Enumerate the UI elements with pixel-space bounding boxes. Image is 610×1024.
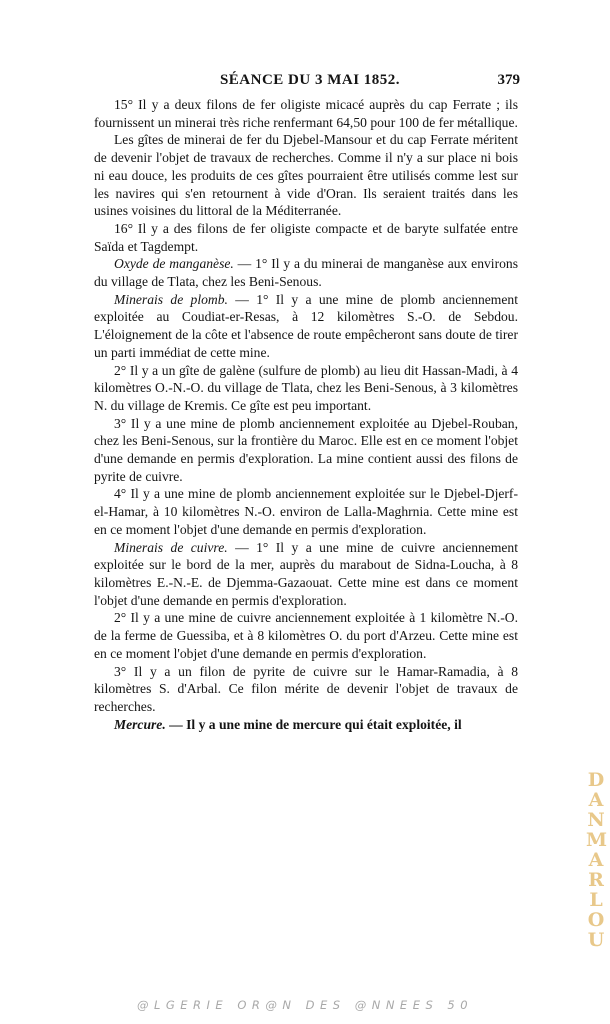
vertical-watermark: DANMARLOU [586, 769, 608, 951]
paragraph-iron-16: 16° Il y a des filons de fer oligiste compacte et de baryte sulfatée entre Saïda et Tagdempt. [94, 220, 518, 254]
body-text [94, 96, 518, 733]
paragraph-lead-3: 3° Il y a une mine de plomb anciennement exploitée au Djebel-Rouban, chez les Beni-Senous, sur la frontière du Maroc. Elle est en ce moment l'objet d'une demande en permis d'exploration. La mine contient aussi des filons de pyrite de cuivre. [94, 415, 518, 484]
paragraph-iron-15: 15° Il y a deux filons de fer oligiste micacé auprès du cap Ferrate ; ils fournissent un minerai très riche renfermant 64,50 pour 100 de fer métallique. [94, 97, 518, 130]
paragraph-manganese: Oxyde de manganèse. — 1° Il y a du minerai de manganèse aux environs du village de Tlata, chez les Beni-Senous. [94, 256, 518, 290]
paragraph-copper-3: 3° Il y a un filon de pyrite de cuivre sur le Hamar-Ramadia, à 8 kilomètres S. d'Arbal. Ce filon mérite de devenir l'objet de travaux de recherches. [94, 663, 518, 714]
footer-watermark: @LGERIE OR@N DES @NNEES 50 [136, 998, 474, 1012]
paragraph-copper-1: Minerais de cuivre. — 1° Il y a une mine de cuivre anciennement exploitée sur le bord de la mer, auprès du marabout de Sidna-Loucha, à 8 kilomètres E.-N.-E. de Djemma-Gazaouat. Cette mine est dans ce moment l'objet d'une demande en permis d'exploration. [94, 539, 518, 608]
paragraph-lead-2: 2° Il y a un gîte de galène (sulfure de plomb) au lieu dit Hassan-Madi, à 4 kilomètres O.-N.-O. du village de Tlata, chez les Beni-Senous, à 3 kilomètres N. du village de Kremis. Ce gîte est peu important. [94, 362, 518, 413]
section-lead-copper-ores: Minerais de cuivre. [114, 539, 228, 555]
section-lead-mercury: Mercure. [114, 716, 166, 732]
page-number: 379 [497, 72, 520, 88]
paragraph-iron-deposits: Les gîtes de minerai de fer du Djebel-Mansour et du cap Ferrate méritent de devenir l'objet de travaux de recherches. Comme il n'y a sur place ni bois ni eau douce, les produits de ces gîtes pourraient être utilisés comme lest sur les navires qui s'en retournent à vide d'Oran. Ils seraient traités dans les usines voisines du littoral de la Méditerranée. [94, 132, 518, 219]
section-lead-lead-ores: Minerais de plomb. [114, 291, 228, 307]
paragraph-lead-4: 4° Il y a une mine de plomb anciennement exploitée sur le Djebel-Djerf-el-Hamar, à 10 kilomètres N.-O. environ de Lalla-Maghrnia. Cette mine est en ce moment l'objet d'une demande en permis d'exploration. [94, 486, 518, 537]
paragraph-mercury: Mercure. — Il y a une mine de mercure qui était exploitée, il [114, 716, 462, 732]
running-header [100, 72, 520, 92]
paragraph-lead-1: Minerais de plomb. — 1° Il y a une mine de plomb anciennement exploitée au Coudiat-er-Resas, à 12 kilomètres S.-O. de Sebdou. L'éloignement de la côte et l'absence de route empêcheront sans doute de tirer un parti immédiat de cette mine. [94, 291, 518, 360]
section-lead-manganese: Oxyde de manganèse. [114, 256, 234, 272]
running-title: SÉANCE DU 3 MAI 1852. [219, 72, 401, 88]
paragraph-copper-2: 2° Il y a une mine de cuivre anciennement exploitée à 1 kilomètre N.-O. de la ferme de Guessiba, et à 8 kilomètres O. du port d'Arzeu. Cette mine est en ce moment l'objet d'une demande en permis d'exploration. [94, 610, 518, 661]
